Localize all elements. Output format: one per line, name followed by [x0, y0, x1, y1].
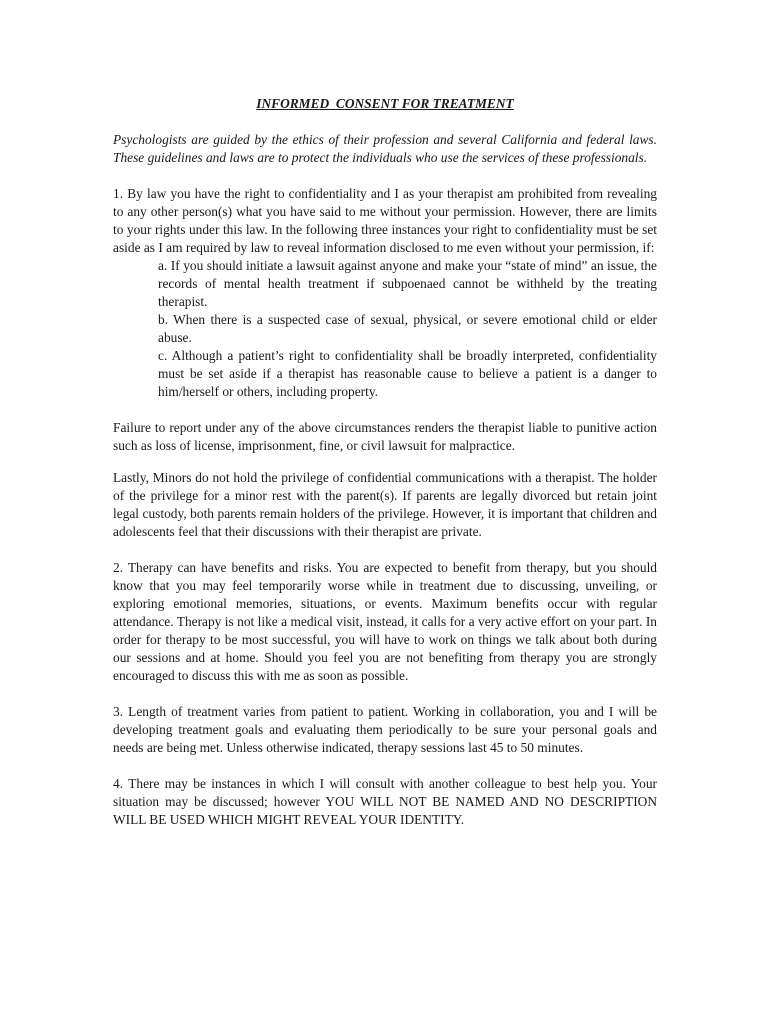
section-4-paragraph: 4. There may be instances in which I will consult with another colleague to best help you. Your situation may be discussed; however YOU WILL NOT BE NAMED AND NO DESCRIPTION WILL BE USED WHICH MIGHT REVEAL YOUR IDENTITY.: [113, 776, 657, 827]
document-title: INFORMED CONSENT FOR TREATMENT: [256, 96, 514, 111]
failure-paragraph: Failure to report under any of the above circumstances renders the therapist liable to punitive action such as loss of license, imprisonment, fine, or civil lawsuit for malpractice.: [113, 420, 657, 453]
exception-item-b: b. When there is a suspected case of sexual, physical, or severe emotional child or elder abuse.: [158, 312, 657, 345]
exception-item-c: c. Although a patient’s right to confidentiality shall be broadly interpreted, confidentiality must be set aside if a therapist has reasonable cause to believe a patient is a danger to him/herself or others, including property.: [158, 348, 657, 399]
section-3-paragraph: 3. Length of treatment varies from patient to patient. Working in collaboration, you and I will be developing treatment goals and evaluating them periodically to be sure your personal goals and needs are being met. Unless otherwise indicated, therapy sessions last 45 to 50 minutes.: [113, 704, 657, 755]
exception-item-a: a. If you should initiate a lawsuit against anyone and make your “state of mind” an issue, the records of mental health treatment if subpoenaed cannot be withheld by the treating therapist.: [158, 258, 657, 309]
minors-paragraph: Lastly, Minors do not hold the privilege of confidential communications with a therapist. The holder of the privilege for a minor rest with the parent(s). If parents are legally divorced but retain joint legal custody, both parents remain holders of the privilege. However, it is important that children and adolescents feel that their discussions with their therapist are private.: [113, 470, 657, 539]
document-page: [113, 95, 657, 847]
exceptions-list: [158, 257, 657, 401]
intro-paragraph: Psychologists are guided by the ethics of their profession and several California and federal laws. These guidelines and laws are to protect the individuals who use the services of these professionals.: [113, 132, 657, 165]
section-1-paragraph: 1. By law you have the right to confidentiality and I as your therapist am prohibited from revealing to any other person(s) what you have said to me without your permission. However, there are limits to your rights under this law. In the following three instances your right to confidentiality must be set aside as I am required by law to reveal information disclosed to me even without your permission, if:: [113, 186, 657, 255]
section-2-paragraph: 2. Therapy can have benefits and risks. You are expected to benefit from therapy, but you should know that you may feel temporarily worse while in treatment due to discussing, unveiling, or exploring emotional memories, situations, or events. Maximum benefits occur with regular attendance. Therapy is not like a medical visit, instead, it calls for a very active effort on your part. In order for therapy to be most successful, you will have to work on things we talk about both during our sessions and at home. Should you feel you are not benefiting from therapy you are strongly encouraged to discuss this with me as soon as possible.: [113, 560, 657, 683]
